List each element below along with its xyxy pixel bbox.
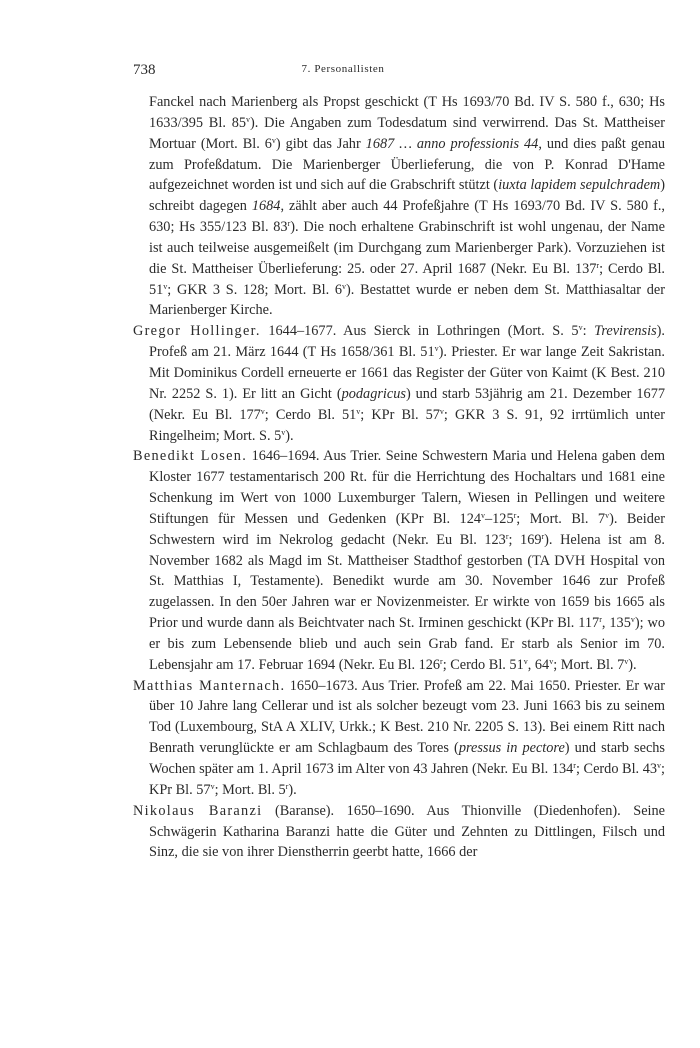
entry-name: Matthias Manternach. [133,677,286,694]
entry-name: Nikolaus Baranzi [133,802,263,819]
entry-text: : [582,323,595,340]
folio-side-mark: r [287,219,291,229]
entry-text: 1644–1677. Aus Sierck in Lothringen (Mort. S. 5 [260,323,579,340]
entry-text: ; GKR 3 S. 91, 92 irrtümlich unter Ringelheim; Mort. S. 5 [149,406,665,444]
entry-text: , 64 [527,656,550,673]
latin-quote: 1684 [251,198,281,215]
entry-text: 1650–1673. Aus Trier. Profeß am 22. Mai 1650. Priester. Er war über 10 Jahre lang Cellerar und ist als solcher bezeugt vom 23. Juni 1663 bis zu seinem Tod (Luxembourg, StA A XLIV, Urkk.; K Best. 210 Nr. 2205 S. 13). Bei einem Ritt nach Benrath verunglückte er am Schlagbaum des Tores ( [149,677,665,757]
entry-matthias-manternach [133,676,665,801]
page-header [133,62,553,82]
folio-side-mark: v [434,344,439,354]
entry-text: (Baranse). 1650–1690. Aus Thionville (Diedenhofen). Seine Schwägerin Katharina Baranzi hatte die Güter und Zehnten zu Dittlingen, Filsch und Sinz, die sie von ihrer Dienstherrin geerbt hatte, 1666 der [149,802,666,861]
latin-quote: podagricus [341,385,406,402]
entry-text: ). Profeß am 21. März 1644 (T Hs 1658/361 Bl. 51 [149,323,666,361]
folio-side-mark: v [549,656,554,666]
folio-side-mark: r [513,510,517,520]
folio-side-mark: r [505,531,509,541]
entry-text: ; Mort. Bl. 7 [553,656,625,673]
folio-side-mark: v [605,510,610,520]
entry-text: ). Priester. Er war lange Zeit Sakristan. Mit Dominikus Cordell erneuerte er 1661 das Register der Güter von Kaimt (K Best. 210 Nr. 2252 S. 1). Er litt an Gicht ( [149,344,665,402]
entry-text: ). Beider Schwestern wird im Nekrolog gedacht (Nekr. Eu Bl. 123 [149,510,665,548]
entry-text: , zählt aber auch 44 Profeßjahre (T Hs 1693/70 Bd. IV S. 580 f., 630; Hs 355/123 Bl. 83 [149,198,665,236]
folio-side-mark: r [573,761,576,770]
entry-gregor-hollinger [133,321,665,446]
folio-side-mark: v [356,406,361,416]
entry-text: ; GKR 3 S. 128; Mort. Bl. 6 [167,281,343,298]
entry-text: ) und starb sechs Wochen später am 1. April 1673 im Alter von 43 Jahren (Nekr. Eu Bl. 134 [149,740,665,777]
entry-text: ; Cerdo Bl. 51 [442,656,524,673]
entry-text: ) schreibt dagegen [149,177,666,215]
folio-side-mark: v [210,781,215,791]
folio-side-mark: v [439,406,444,416]
entry-continuation [133,92,665,321]
folio-side-mark: r [596,260,600,270]
entry-text: ). Bestattet wurde er neben dem St. Matthiasaltar der Marienberger Kirche. [149,281,665,319]
latin-quote: 1687 … anno professionis 44 [365,135,539,152]
entry-name: Benedikt Losen. [133,448,248,465]
entry-text: ; Mort. Bl. 5 [214,781,286,798]
entry-text: , 135 [601,615,631,632]
entry-text: ; 169 [508,531,542,548]
folio-side-mark: r [541,531,545,541]
entry-text: ). [288,781,297,798]
folio-side-mark: v [481,510,485,520]
latin-quote: iuxta lapidem sepulchradem [498,177,661,194]
entry-text: ). [285,427,294,444]
folio-side-mark: v [163,281,168,291]
entry-text: ). Helena ist am 8. November 1682 als Magd im St. Mattheiser Stadthof gestorben (TA DVH Hospital von St. Matthias I, Testamente). Benedikt wurde am 30. November 1646 zur Profeß zugelassen. In den 50er Jahren war er Novizenmeister. Er wirkte von 1659 bis 1665 als Prior und wurde dann als Beichtvater nach St. Irminen geschickt (KPr Bl. 117 [149,531,665,632]
entry-nikolaus-baranzi [133,801,665,864]
folio-side-mark: v [342,281,347,291]
page-number: 738 [133,62,156,78]
folio-side-mark: v [630,615,635,625]
latin-quote: pressus in pectore [458,740,565,757]
entry-text: ; Cerdo Bl. 51 [149,260,665,298]
entry-text: ). [628,656,637,673]
entry-text: ) gibt das Jahr [275,135,366,152]
folio-side-mark: r [599,615,602,625]
entry-text: ); wo er bis zum Lebensende blieb und auch sein Grab fand. Er starb als Senior im 70. Lebensjahr am 17. Februar 1694 (Nekr. Eu Bl. 126 [149,615,665,673]
entry-text: ) und starb 53jährig am 21. Dezember 1677 (Nekr. Eu Bl. 177 [149,385,665,423]
folio-side-mark: v [624,656,629,666]
page-body [133,92,665,863]
entry-text: ; Cerdo Bl. 51 [264,406,357,423]
folio-side-mark: r [285,781,289,791]
entry-text: ). Die Angaben zum Todesdatum sind verwirrend. Das St. Mattheiser Mortuar (Mort. Bl. 6 [149,114,665,152]
folio-side-mark: v [657,761,662,770]
entry-text: , und dies paßt genau zum Profeßdatum. Die Marienberger Überlieferung, die von P. Konrad D'Hame aufgezeichnet worden ist und sich auf die Grabschrift stützt ( [149,135,665,194]
entry-text: ). Die noch erhaltene Grabinschrift ist wohl ungenau, der Name ist auch teilweise ausgemeißelt (im Durchgang zum Marienberger Park). Vorzuziehen ist die St. Mattheiser Überlieferung: 25. oder 27. April 1687 (Nekr. Eu Bl. 137 [149,219,665,277]
entry-text: 1646–1694. Aus Trier. Seine Schwestern Maria und Helena gaben dem Kloster 1677 testamentarisch 200 Rt. für die Herrichtung des Hochaltars und 1681 eine Schenkung im Wert von 1000 Luxemburger Talern, Wiesen in Pellingen und weitere Stiftungen für Messen und Gedenken (KPr Bl. 124 [149,448,665,527]
entry-text: ; Mort. Bl. 7 [516,510,606,527]
folio-side-mark: v [246,114,250,124]
entry-text: ; KPr Bl. 57 [149,761,666,798]
entry-text: –125 [485,510,514,527]
folio-side-mark: v [281,427,286,437]
folio-side-mark: r [440,656,443,666]
latin-quote: Trevirensis [594,323,657,340]
running-head: 7. Personallisten [301,63,385,75]
entry-name: Gregor Hollinger. [133,323,261,340]
entry-benedikt-losen [133,446,665,675]
folio-side-mark: v [260,406,265,416]
entry-text: ; KPr Bl. 57 [360,406,440,423]
folio-side-mark: v [523,656,528,666]
entry-text: Fanckel nach Marienberg als Propst geschickt (T Hs 1693/70 Bd. IV S. 580 f., 630; Hs 1633/395 Bl. 85 [149,94,665,131]
entry-text: ; Cerdo Bl. 43 [575,761,658,777]
folio-side-mark: v [578,323,583,333]
folio-side-mark: v [271,135,276,145]
